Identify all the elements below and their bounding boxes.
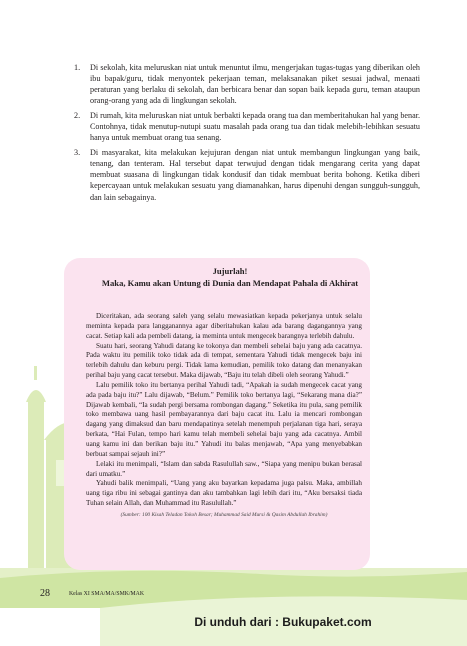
story-body bbox=[86, 312, 362, 519]
story-paragraph: Yahudi balik menimpali, “Uang yang aku bayarkan kepadama juga palsu. Maka, ambillah uang tiga ribu ini sebagai gantinya dan aku tambahkan lagi lebih dari itu, “Aku bersaksi tiada Tuhan selain Allah, dan Muhammad itu Rasulullah.” bbox=[86, 479, 362, 508]
story-heading: Jujurlah! bbox=[212, 266, 248, 276]
list-item bbox=[74, 147, 420, 202]
list-item bbox=[74, 62, 420, 106]
story-paragraph: Diceritakan, ada seorang saleh yang selalu mewasiatkan kepada pekerjanya untuk selalu meminta kepada para langganannya agar diberitahukan kalau ada barang dagangannya yang cacat. Setiap kali ada pembeli datang, ia meminta untuk mengecek barangnya terlebih dahulu. bbox=[86, 312, 362, 340]
list-item-number: 3. bbox=[74, 148, 81, 158]
list-item-number: 2. bbox=[74, 111, 81, 121]
story-title bbox=[90, 266, 370, 289]
story-paragraph: Lelaki itu menimpali, “Islam dan sabda Rasulullah saw., “Siapa yang menipu bukan berasal dari umatku.” bbox=[86, 459, 362, 478]
story-subheading: Maka, Kamu akan Untung di Dunia dan Mendapat Pahala di Akhirat bbox=[101, 277, 359, 288]
page-number: 28 bbox=[40, 588, 50, 599]
list-item-text: Di masyarakat, kita melakukan kejujuran dengan niat untuk membangun lingkungan yang baik, tenang, dan tenteram. Hal tersebut dapat terwujud dengan tidak mengarang cerita yang dapat membuat suasana di lingkungan tidak kondusif dan tidak membuat berita bohong. Ketika diberi kepercayaan untuk melakukan sesuatu yang diamanahkan, harus dipenuhi dengan sungguh-sungguh, dan lain sebagainya. bbox=[90, 148, 420, 202]
story-source: (Sumber: 100 Kisah Teladan Tokoh Besar; Muhammad Said Mursi & Qasim Abdullah Ibrahim) bbox=[120, 511, 328, 518]
class-label: Kelas XI SMA/MA/SMK/MAK bbox=[69, 591, 145, 597]
download-link[interactable]: Di unduh dari : Bukupaket.com bbox=[194, 615, 372, 629]
list-item-text: Di rumah, kita meluruskan niat untuk berbakti kepada orang tua dan memberitahukan hal yang benar. Contohnya, tidak menutup-nutupi suatu masalah pada orang tua dan tidak melebih-lebihkan sesuatu hanya untuk membuat orang tua senang. bbox=[90, 111, 420, 143]
tips-list bbox=[74, 62, 420, 207]
list-item bbox=[74, 110, 420, 143]
list-item-number: 1. bbox=[74, 63, 81, 72]
story-paragraph: Suatu hari, seorang Yahudi datang ke tokonya dan membeli sehelai baju yang ada cacatnya. Pada waktu itu pemilik toko tidak ada di tempat, sementara Yahudi tidak mengecek baju ini terlebih dahulu dan keburu pergi. Tidak lama kemudian, pemilik toko datang dan menanyakan perihal baju yang cacat tersebut. Maka dijawab, “Baju itu telah dibeli oleh seorang Yahudi.” bbox=[86, 341, 362, 380]
list-item-text: Di sekolah, kita meluruskan niat untuk menuntut ilmu, mengerjakan tugas-tugas yang diberikan oleh ibu bapak/guru, tidak menyontek pekerjaan teman, melaksanakan piket sesuai jadwal, menaati peraturan yang berlaku di sekolah, dan berbicara benar dan sopan baik kepada guru, teman ataupun orang-orang yang ada di lingkungan sekolah. bbox=[90, 63, 420, 106]
story-paragraph: Lalu pemilik toko itu bertanya perihal Yahudi tadi, “Apakah ia sudah mengecek cacat yang ada pada baju itu?” Lalu dijawab, “Belum.” Pemilik toko bertanya lagi, “Sekarang mana dia?” Dijawab kembali, “Ia sudah pergi bersama rombongan dagang.” Seketika itu pula, sang pemilik toko membawa uang hasil pembayarannya dari baju cacat itu. Lalu ia mencari rombongan dagang yang dimaksud dan baru mendapatinya setelah menempuh perjalanan tiga hari, seraya berkata, “Hai Fulan, tempo hari kamu telah membeli sehelai baju yang ada cacatnya. Ambil uang kamu ini dan berikan baju itu.” Yahudi itu balas menjawab, “Apa yang menyebabkan berbuat sampai sejauh ini?” bbox=[86, 380, 362, 458]
